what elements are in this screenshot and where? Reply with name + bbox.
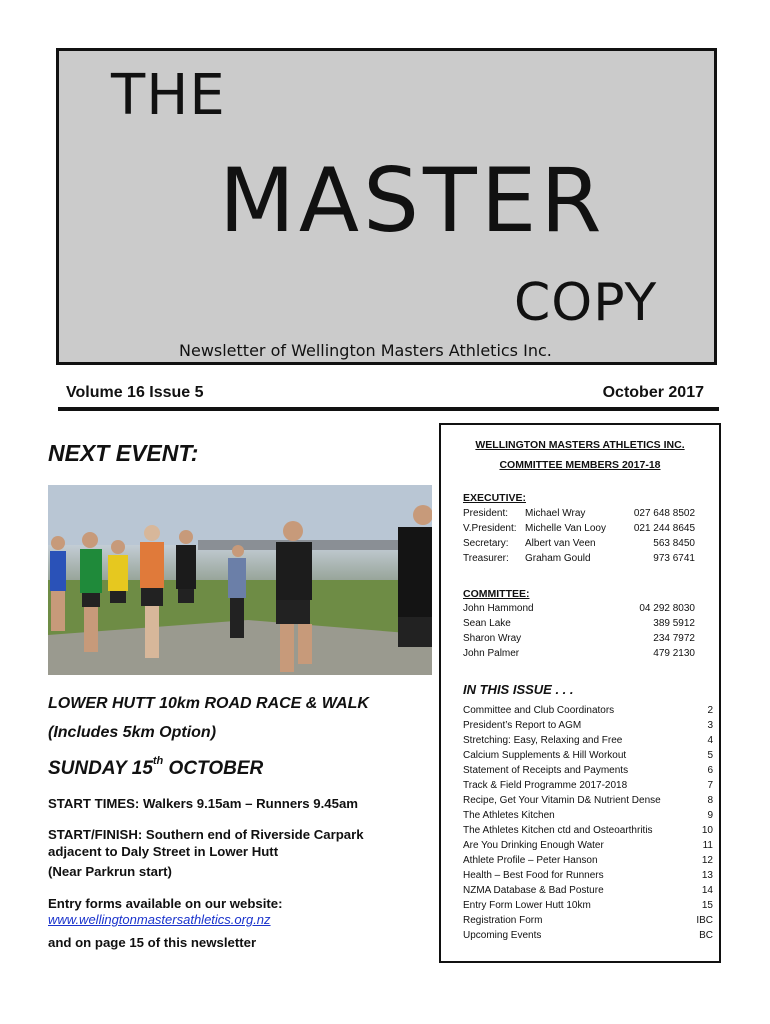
executive-name: Albert van Veen <box>525 538 596 549</box>
masthead <box>56 48 717 365</box>
toc-item <box>463 885 713 900</box>
issue-date: October 2017 <box>602 384 704 401</box>
committee-name: John Hammond <box>463 603 534 614</box>
executive-name: Graham Gould <box>525 553 591 564</box>
committee-row <box>463 633 695 648</box>
toc-page: 11 <box>702 840 713 851</box>
page-reference: and on page 15 of this newsletter <box>48 935 257 950</box>
toc-title: The Athletes Kitchen ctd and Osteoarthritis <box>463 825 653 836</box>
entry-forms: Entry forms available on our website: <box>48 896 283 911</box>
committee-row <box>463 618 695 633</box>
committee-box <box>439 423 721 963</box>
committee-name: Sharon Wray <box>463 633 522 644</box>
toc-item <box>463 840 713 855</box>
toc-title: Entry Form Lower Hutt 10km <box>463 900 591 911</box>
divider <box>58 407 719 411</box>
executive-name: Michelle Van Looy <box>525 523 606 534</box>
start-finish-line-3: (Near Parkrun start) <box>48 864 172 879</box>
race-date-post: OCTOBER <box>163 758 264 779</box>
executive-phone: 973 6741 <box>653 553 695 564</box>
toc-title: Track & Field Programme 2017-2018 <box>463 780 628 791</box>
toc-item <box>463 825 713 840</box>
toc-item <box>463 810 713 825</box>
start-finish-line-2: adjacent to Daly Street in Lower Hutt <box>48 844 279 859</box>
masthead-the: THE <box>111 63 226 128</box>
toc-page: 6 <box>707 765 713 776</box>
race-date <box>48 755 264 780</box>
in-this-issue-heading: IN THIS ISSUE . . . <box>463 682 574 697</box>
toc-title: Registration Form <box>463 915 543 926</box>
toc-title: Committee and Club Coordinators <box>463 705 615 716</box>
toc-item <box>463 870 713 885</box>
runners-photo-illustration <box>48 485 432 675</box>
toc-title: Are You Drinking Enough Water <box>463 840 604 851</box>
toc-item <box>463 735 713 750</box>
committee-name: John Palmer <box>463 648 520 659</box>
masthead-subtitle: Newsletter of Wellington Masters Athletics Inc. <box>179 341 552 360</box>
executive-name: Michael Wray <box>525 508 586 519</box>
toc-item <box>463 750 713 765</box>
toc-title: Calcium Supplements & Hill Workout <box>463 750 627 761</box>
toc-page: 12 <box>701 855 713 866</box>
toc-title: Stretching: Easy, Relaxing and Free <box>463 735 623 746</box>
toc-title: Health – Best Food for Runners <box>463 870 604 881</box>
toc-item <box>463 765 713 780</box>
executive-row <box>463 523 695 538</box>
executive-label: EXECUTIVE: <box>463 492 527 504</box>
executive-row <box>463 538 695 553</box>
toc-page: 8 <box>707 795 713 806</box>
toc-page: 7 <box>707 780 713 791</box>
start-times: START TIMES: Walkers 9.15am – Runners 9.45am <box>48 796 359 811</box>
toc-title: NZMA Database & Bad Posture <box>463 885 604 896</box>
toc-item <box>463 795 713 810</box>
toc-item <box>463 720 713 735</box>
toc-title: Athlete Profile – Peter Hanson <box>463 855 598 866</box>
executive-role: Treasurer: <box>463 553 509 564</box>
toc-page: 13 <box>701 870 713 881</box>
executive-row <box>463 508 695 523</box>
masthead-copy: COPY <box>514 273 658 333</box>
committee-heading-2: COMMITTEE MEMBERS 2017-18 <box>499 459 661 471</box>
race-date-pre: SUNDAY 15 <box>48 758 153 779</box>
executive-phone: 021 244 8645 <box>633 523 695 534</box>
race-title: LOWER HUTT 10km ROAD RACE & WALK <box>48 695 369 712</box>
toc-item <box>463 930 713 945</box>
executive-row <box>463 553 695 568</box>
start-finish-line-1: START/FINISH: Southern end of Riverside Carpark <box>48 827 364 842</box>
toc-page: 4 <box>707 735 713 746</box>
toc-page: 10 <box>701 825 713 836</box>
toc-page: 9 <box>707 810 713 821</box>
toc-item <box>463 780 713 795</box>
toc-page: 3 <box>707 720 713 731</box>
committee-row <box>463 603 695 618</box>
toc-page: 15 <box>701 900 713 911</box>
committee-row <box>463 648 695 663</box>
toc-title: Upcoming Events <box>463 930 542 941</box>
committee-phone: 234 7972 <box>653 633 695 644</box>
executive-role: President: <box>463 508 509 519</box>
toc-page: BC <box>699 930 713 941</box>
race-date-sup: th <box>152 755 164 767</box>
executive-phone: 563 8450 <box>653 538 695 549</box>
toc-item <box>463 915 713 930</box>
toc-item <box>463 900 713 915</box>
toc-page: 2 <box>707 705 713 716</box>
executive-phone: 027 648 8502 <box>633 508 695 519</box>
executive-role: Secretary: <box>463 538 509 549</box>
toc-page: 14 <box>701 885 713 896</box>
committee-heading-1: WELLINGTON MASTERS ATHLETICS INC. <box>475 439 685 451</box>
toc-title: President’s Report to AGM <box>463 720 582 731</box>
toc-page: IBC <box>696 915 713 926</box>
race-option: (Includes 5km Option) <box>48 724 217 741</box>
website-link[interactable]: www.wellingtonmastersathletics.org.nz <box>48 912 271 927</box>
next-event-heading: NEXT EVENT: <box>48 440 199 466</box>
toc-item <box>463 855 713 870</box>
committee-label: COMMITTEE: <box>463 588 530 600</box>
masthead-master: MASTER <box>219 149 606 252</box>
toc-title: Statement of Receipts and Payments <box>463 765 629 776</box>
toc-title: The Athletes Kitchen <box>463 810 555 821</box>
committee-phone: 04 292 8030 <box>639 603 695 614</box>
executive-role: V.President: <box>463 523 517 534</box>
toc-page: 5 <box>707 750 713 761</box>
runners-photo <box>48 485 432 675</box>
volume-issue: Volume 16 Issue 5 <box>66 384 204 401</box>
toc-title: Recipe, Get Your Vitamin D& Nutrient Dense <box>463 795 661 806</box>
committee-phone: 389 5912 <box>653 618 695 629</box>
toc-item <box>463 705 713 720</box>
committee-name: Sean Lake <box>463 618 511 629</box>
committee-phone: 479 2130 <box>653 648 695 659</box>
